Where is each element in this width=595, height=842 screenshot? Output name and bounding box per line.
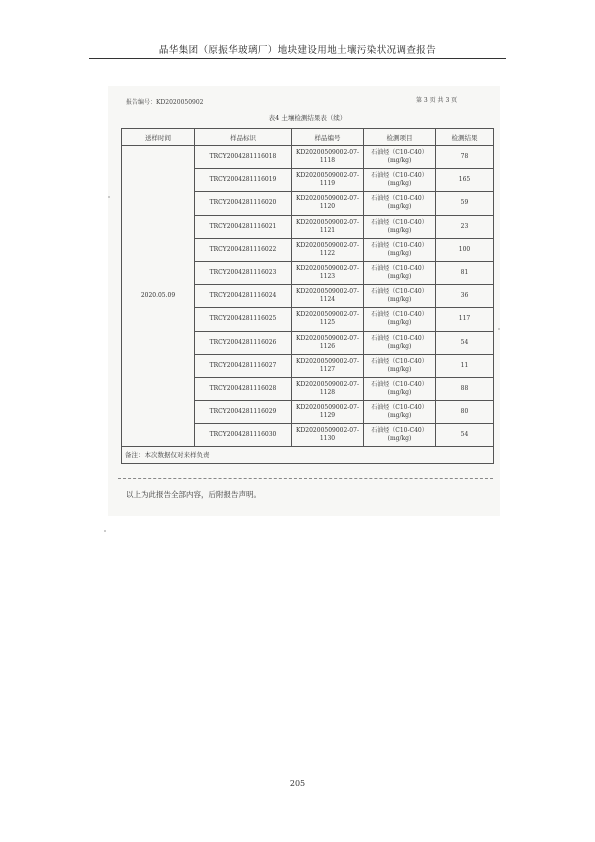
test-item-cell-line: 石油烃（C10-C40）: [371, 195, 428, 203]
test-item-cell-line: (mg/kg): [387, 342, 412, 350]
test-item-cell-line: 石油烃（C10-C40）: [371, 427, 428, 435]
result-cell-line: 80: [460, 408, 469, 416]
result-cell-line: 88: [460, 384, 469, 392]
scan-speck: [498, 328, 500, 330]
test-item-cell: [364, 401, 436, 424]
sample-id-cell: [195, 377, 292, 400]
soil-results-table: [121, 128, 494, 464]
column-header-sample-id: 样品标识: [195, 129, 292, 146]
test-item-cell: [364, 169, 436, 192]
sample-id-cell: [195, 169, 292, 192]
sample-code-cell: [292, 215, 364, 238]
sample-id-cell-line: TRCY2004281116028: [209, 384, 277, 392]
page-header-title: 晶华集团（原振华玻璃厂）地块建设用地土壤污染状况调查报告: [158, 45, 437, 56]
test-item-cell-line: 石油烃（C10-C40）: [371, 311, 428, 319]
table-header-row: [122, 129, 494, 146]
sample-id-cell-line: TRCY2004281116019: [209, 176, 277, 184]
result-cell: [436, 192, 494, 215]
sample-code-cell-line: 1118: [319, 157, 336, 165]
test-item-cell: [364, 146, 436, 169]
result-cell-line: 54: [460, 338, 469, 346]
header-divider: [89, 58, 506, 59]
sample-code-cell-line: KD20200509002-07-: [296, 241, 359, 249]
result-cell: [436, 146, 494, 169]
sample-id-cell: [195, 354, 292, 377]
result-cell: [436, 331, 494, 354]
result-cell-line: 100: [458, 245, 471, 253]
column-header-sampling-date: 送样时间: [122, 129, 195, 146]
test-item-cell: [364, 192, 436, 215]
test-item-cell-line: 石油烃（C10-C40）: [371, 241, 428, 249]
test-item-cell: [364, 261, 436, 284]
column-header-test-item: 检测项目: [364, 129, 436, 146]
sample-code-cell-line: 1121: [319, 226, 336, 234]
sample-id-cell-line: TRCY2004281116026: [209, 338, 277, 346]
report-number: 报告编号：KD2020050902: [126, 99, 204, 106]
column-header-result: 检测结果: [436, 129, 494, 146]
test-item-cell-line: 石油烃（C10-C40）: [371, 218, 428, 226]
sample-id-cell: [195, 238, 292, 261]
sample-id-cell-line: TRCY2004281116025: [209, 315, 277, 323]
result-cell: [436, 285, 494, 308]
test-item-cell-line: 石油烃（C10-C40）: [371, 149, 428, 157]
test-item-cell-line: 石油烃（C10-C40）: [371, 357, 428, 365]
sample-code-cell: [292, 169, 364, 192]
sample-code-cell-line: KD20200509002-07-: [296, 357, 359, 365]
test-item-cell-line: 石油烃（C10-C40）: [371, 288, 428, 296]
sample-code-cell-line: KD20200509002-07-: [296, 404, 359, 412]
test-item-cell-line: (mg/kg): [387, 412, 412, 420]
test-item-cell: [364, 285, 436, 308]
sample-id-cell-line: TRCY2004281116020: [209, 199, 277, 207]
result-cell-line: 81: [460, 269, 469, 277]
remark-row: [122, 447, 494, 464]
sample-code-cell-line: KD20200509002-07-: [296, 265, 359, 273]
sample-id-cell: [195, 261, 292, 284]
test-item-cell: [364, 377, 436, 400]
sample-id-cell: [195, 192, 292, 215]
result-cell-line: 165: [458, 176, 471, 184]
sample-code-cell-line: KD20200509002-07-: [296, 172, 359, 180]
sample-code-cell: [292, 308, 364, 331]
sample-id-cell-line: TRCY2004281116030: [209, 431, 277, 439]
test-item-cell: [364, 354, 436, 377]
test-item-cell: [364, 424, 436, 447]
result-cell-line: 78: [460, 153, 469, 161]
result-cell-line: 11: [460, 361, 469, 369]
test-item-cell: [364, 308, 436, 331]
test-item-cell-line: (mg/kg): [387, 388, 412, 396]
test-item-cell: [364, 331, 436, 354]
table-title: 表4 土壤检测结果表（续）: [268, 114, 347, 122]
sample-code-cell: [292, 146, 364, 169]
result-cell: [436, 238, 494, 261]
table-body: [122, 146, 494, 447]
sample-code-cell-line: 1130: [319, 435, 336, 443]
test-item-cell-line: (mg/kg): [387, 273, 412, 281]
result-cell-line: 117: [458, 315, 471, 323]
test-item-cell-line: 石油烃（C10-C40）: [371, 334, 428, 342]
sample-code-cell-line: 1125: [319, 319, 336, 327]
test-item-cell-line: 石油烃（C10-C40）: [371, 172, 428, 180]
test-item-cell-line: 石油烃（C10-C40）: [371, 265, 428, 273]
column-header-sample-code: 样品编号: [292, 129, 364, 146]
result-cell: [436, 354, 494, 377]
sample-code-cell-line: KD20200509002-07-: [296, 218, 359, 226]
sample-code-cell-line: KD20200509002-07-: [296, 380, 359, 388]
sample-code-cell: [292, 424, 364, 447]
sample-code-cell: [292, 354, 364, 377]
sample-code-cell: [292, 331, 364, 354]
test-item-cell-line: (mg/kg): [387, 203, 412, 211]
test-item-cell-line: (mg/kg): [387, 180, 412, 188]
sample-code-cell-line: 1128: [319, 388, 336, 396]
scan-speck: [104, 530, 106, 532]
test-item-cell-line: (mg/kg): [387, 226, 412, 234]
result-cell-line: 54: [460, 431, 469, 439]
sample-id-cell-line: TRCY2004281116024: [209, 292, 277, 300]
test-item-cell-line: (mg/kg): [387, 435, 412, 443]
result-cell: [436, 215, 494, 238]
sample-id-cell: [195, 401, 292, 424]
sample-code-cell-line: 1124: [319, 296, 336, 304]
scan-speck: [108, 196, 110, 198]
test-item-cell-line: 石油烃（C10-C40）: [371, 404, 428, 412]
sample-code-cell-line: KD20200509002-07-: [296, 427, 359, 435]
sample-code-cell-line: 1129: [319, 412, 336, 420]
test-item-cell: [364, 238, 436, 261]
result-cell: [436, 261, 494, 284]
sample-id-cell: [195, 331, 292, 354]
table-row: [122, 146, 494, 169]
sample-id-cell: [195, 308, 292, 331]
sample-code-cell: [292, 285, 364, 308]
sample-code-cell-line: KD20200509002-07-: [296, 195, 359, 203]
sample-code-cell-line: KD20200509002-07-: [296, 334, 359, 342]
end-of-report-note: 以上为此报告全部内容，后附报告声明。: [126, 490, 261, 499]
result-cell-line: 36: [460, 292, 469, 300]
sample-code-cell-line: KD20200509002-07-: [296, 149, 359, 157]
sample-id-cell-line: TRCY2004281116022: [209, 245, 277, 253]
sample-code-cell-line: 1122: [319, 249, 336, 257]
sample-code-cell-line: 1127: [319, 365, 336, 373]
sample-id-cell-line: TRCY2004281116018: [209, 153, 277, 161]
result-cell-line: 59: [460, 199, 469, 207]
sample-id-cell: [195, 424, 292, 447]
sample-code-cell-line: KD20200509002-07-: [296, 288, 359, 296]
sample-id-cell-line: TRCY2004281116023: [209, 269, 277, 277]
result-cell: [436, 424, 494, 447]
sample-code-cell-line: 1126: [319, 342, 336, 350]
test-item-cell-line: (mg/kg): [387, 365, 412, 373]
sample-code-cell-line: 1123: [319, 273, 336, 281]
sample-code-cell-line: 1119: [319, 180, 336, 188]
test-item-cell-line: (mg/kg): [387, 296, 412, 304]
sample-id-cell-line: TRCY2004281116021: [209, 222, 277, 230]
result-cell: [436, 401, 494, 424]
sample-id-cell-line: TRCY2004281116029: [209, 408, 277, 416]
sample-id-cell: [195, 285, 292, 308]
sample-code-cell: [292, 401, 364, 424]
dashed-divider: [118, 478, 493, 479]
result-cell: [436, 169, 494, 192]
sample-code-cell-line: KD20200509002-07-: [296, 311, 359, 319]
result-cell: [436, 308, 494, 331]
sample-code-cell: [292, 238, 364, 261]
sample-code-cell-line: 1120: [319, 203, 336, 211]
sample-id-cell: [195, 215, 292, 238]
test-item-cell-line: 石油烃（C10-C40）: [371, 380, 428, 388]
sample-id-cell-line: TRCY2004281116027: [209, 361, 277, 369]
table-remark: 备注：本次数据仅对来样负责: [122, 447, 494, 464]
page-number: 205: [289, 779, 306, 788]
sample-id-cell: [195, 146, 292, 169]
test-item-cell-line: (mg/kg): [387, 249, 412, 257]
sample-code-cell: [292, 192, 364, 215]
sample-code-cell: [292, 377, 364, 400]
result-cell-line: 23: [460, 222, 469, 230]
report-page-info: 第 3 页 共 3 页: [416, 97, 458, 104]
result-cell: [436, 377, 494, 400]
sampling-date-cell: 2020.05.09: [122, 146, 195, 447]
test-item-cell: [364, 215, 436, 238]
sample-code-cell: [292, 261, 364, 284]
test-item-cell-line: (mg/kg): [387, 157, 412, 165]
test-item-cell-line: (mg/kg): [387, 319, 412, 327]
